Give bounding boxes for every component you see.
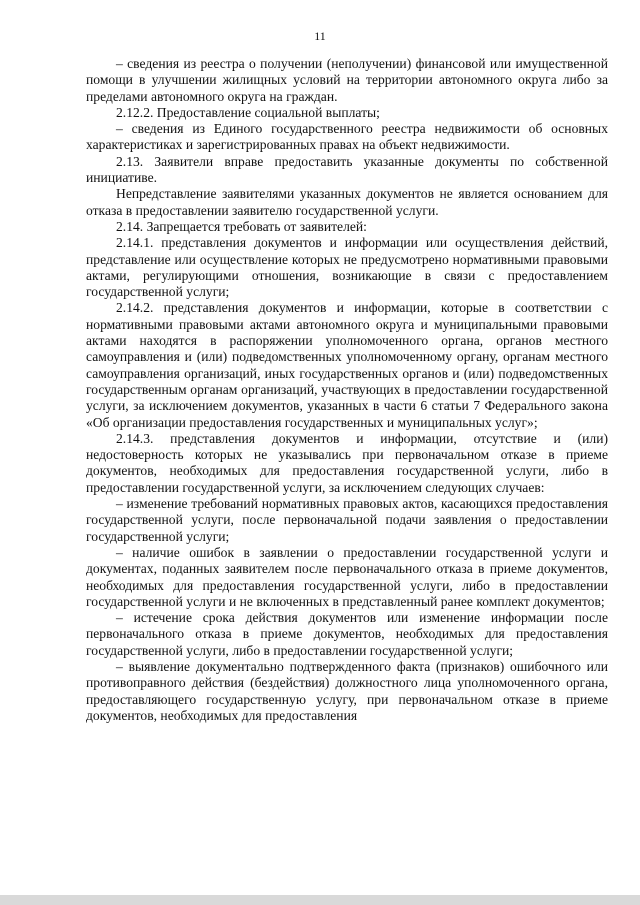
paragraph-egrn-info: – сведения из Единого государственного реестра недвижимости об основных характеристиках и зарегистрированных правах на объект недвижимости.: [86, 121, 608, 153]
paragraph-2-14-1: 2.14.1. представления документов и информации или осуществления действий, представление или осуществление которых не предусмотрено нормативными правовыми актами, регулирующими отношения, возникающие в связи с предоставлением государственной услуги;: [86, 235, 608, 300]
paragraph-documents-expiry: – истечение срока действия документов или изменение информации после первоначального отказа в приеме документов, необходимых для предоставления государственной услуги, либо в предоставлении государственной услуги;: [86, 610, 608, 658]
paragraph-registry-info: – сведения из реестра о получении (неполучении) финансовой или имущественной помощи в улучшении жилищных условий на территории автономного округа либо за пределами автономного округа на граждан.: [86, 56, 608, 104]
paragraph-requirements-change: – изменение требований нормативных правовых актов, касающихся предоставления государственной услуги, после первоначальной подачи заявления о предоставлении государственной услуги;: [86, 496, 608, 544]
bottom-border: [0, 895, 640, 905]
paragraph-2-13: 2.13. Заявители вправе предоставить указанные документы по собственной инициативе.: [86, 153, 608, 186]
paragraph-2-12-2: 2.12.2. Предоставление социальной выплаты;: [116, 104, 380, 120]
paragraph-2-14: 2.14. Запрещается требовать от заявителей:: [116, 218, 367, 234]
paragraph-non-submission: Непредставление заявителями указанных документов не является основанием для отказа в предоставлении заявителю государственной услуги.: [86, 186, 608, 218]
page-number: 11: [314, 29, 326, 43]
paragraph-errors-in-application: – наличие ошибок в заявлении о предоставлении государственной услуги и документах, поданных заявителем после первоначального отказа в приеме документов, необходимых для предоставления государственной услуги, либо в предоставлении государственной услуги и не включенных в представленный ранее комплект документов;: [86, 544, 608, 609]
paragraph-official-error: – выявление документально подтвержденного факта (признаков) ошибочного или противоправного действия (бездействия) должностного лица уполномоченного органа, предоставляющего государственную услугу, при первоначальном отказе в приеме документов, необходимых для предоставления: [86, 658, 608, 723]
document-body: [86, 56, 608, 724]
paragraph-2-14-2: 2.14.2. представления документов и информации, которые в соответствии с нормативными правовыми актами автономного округа и муниципальными правовыми актами находятся в распоряжении уполномоченного органа, органов местного самоуправления и (или) подведомственных уполномоченному органу, органам местного самоуправления организаций, иных государственных органов и (или) подведомственных государственным органам организаций, участвующих в предоставлении государственной услуги, за исключением документов, указанных в части 6 статьи 7 Федерального закона «Об организации предоставления государственных и муниципальных услуг»;: [86, 300, 608, 430]
paragraph-2-14-3: 2.14.3. представления документов и информации, отсутствие и (или) недостоверность которых не указывались при первоначальном отказе в приеме документов, необходимых для предоставления государственной услуги, либо в предоставлении государственной услуги, за исключением следующих случаев:: [86, 430, 608, 495]
